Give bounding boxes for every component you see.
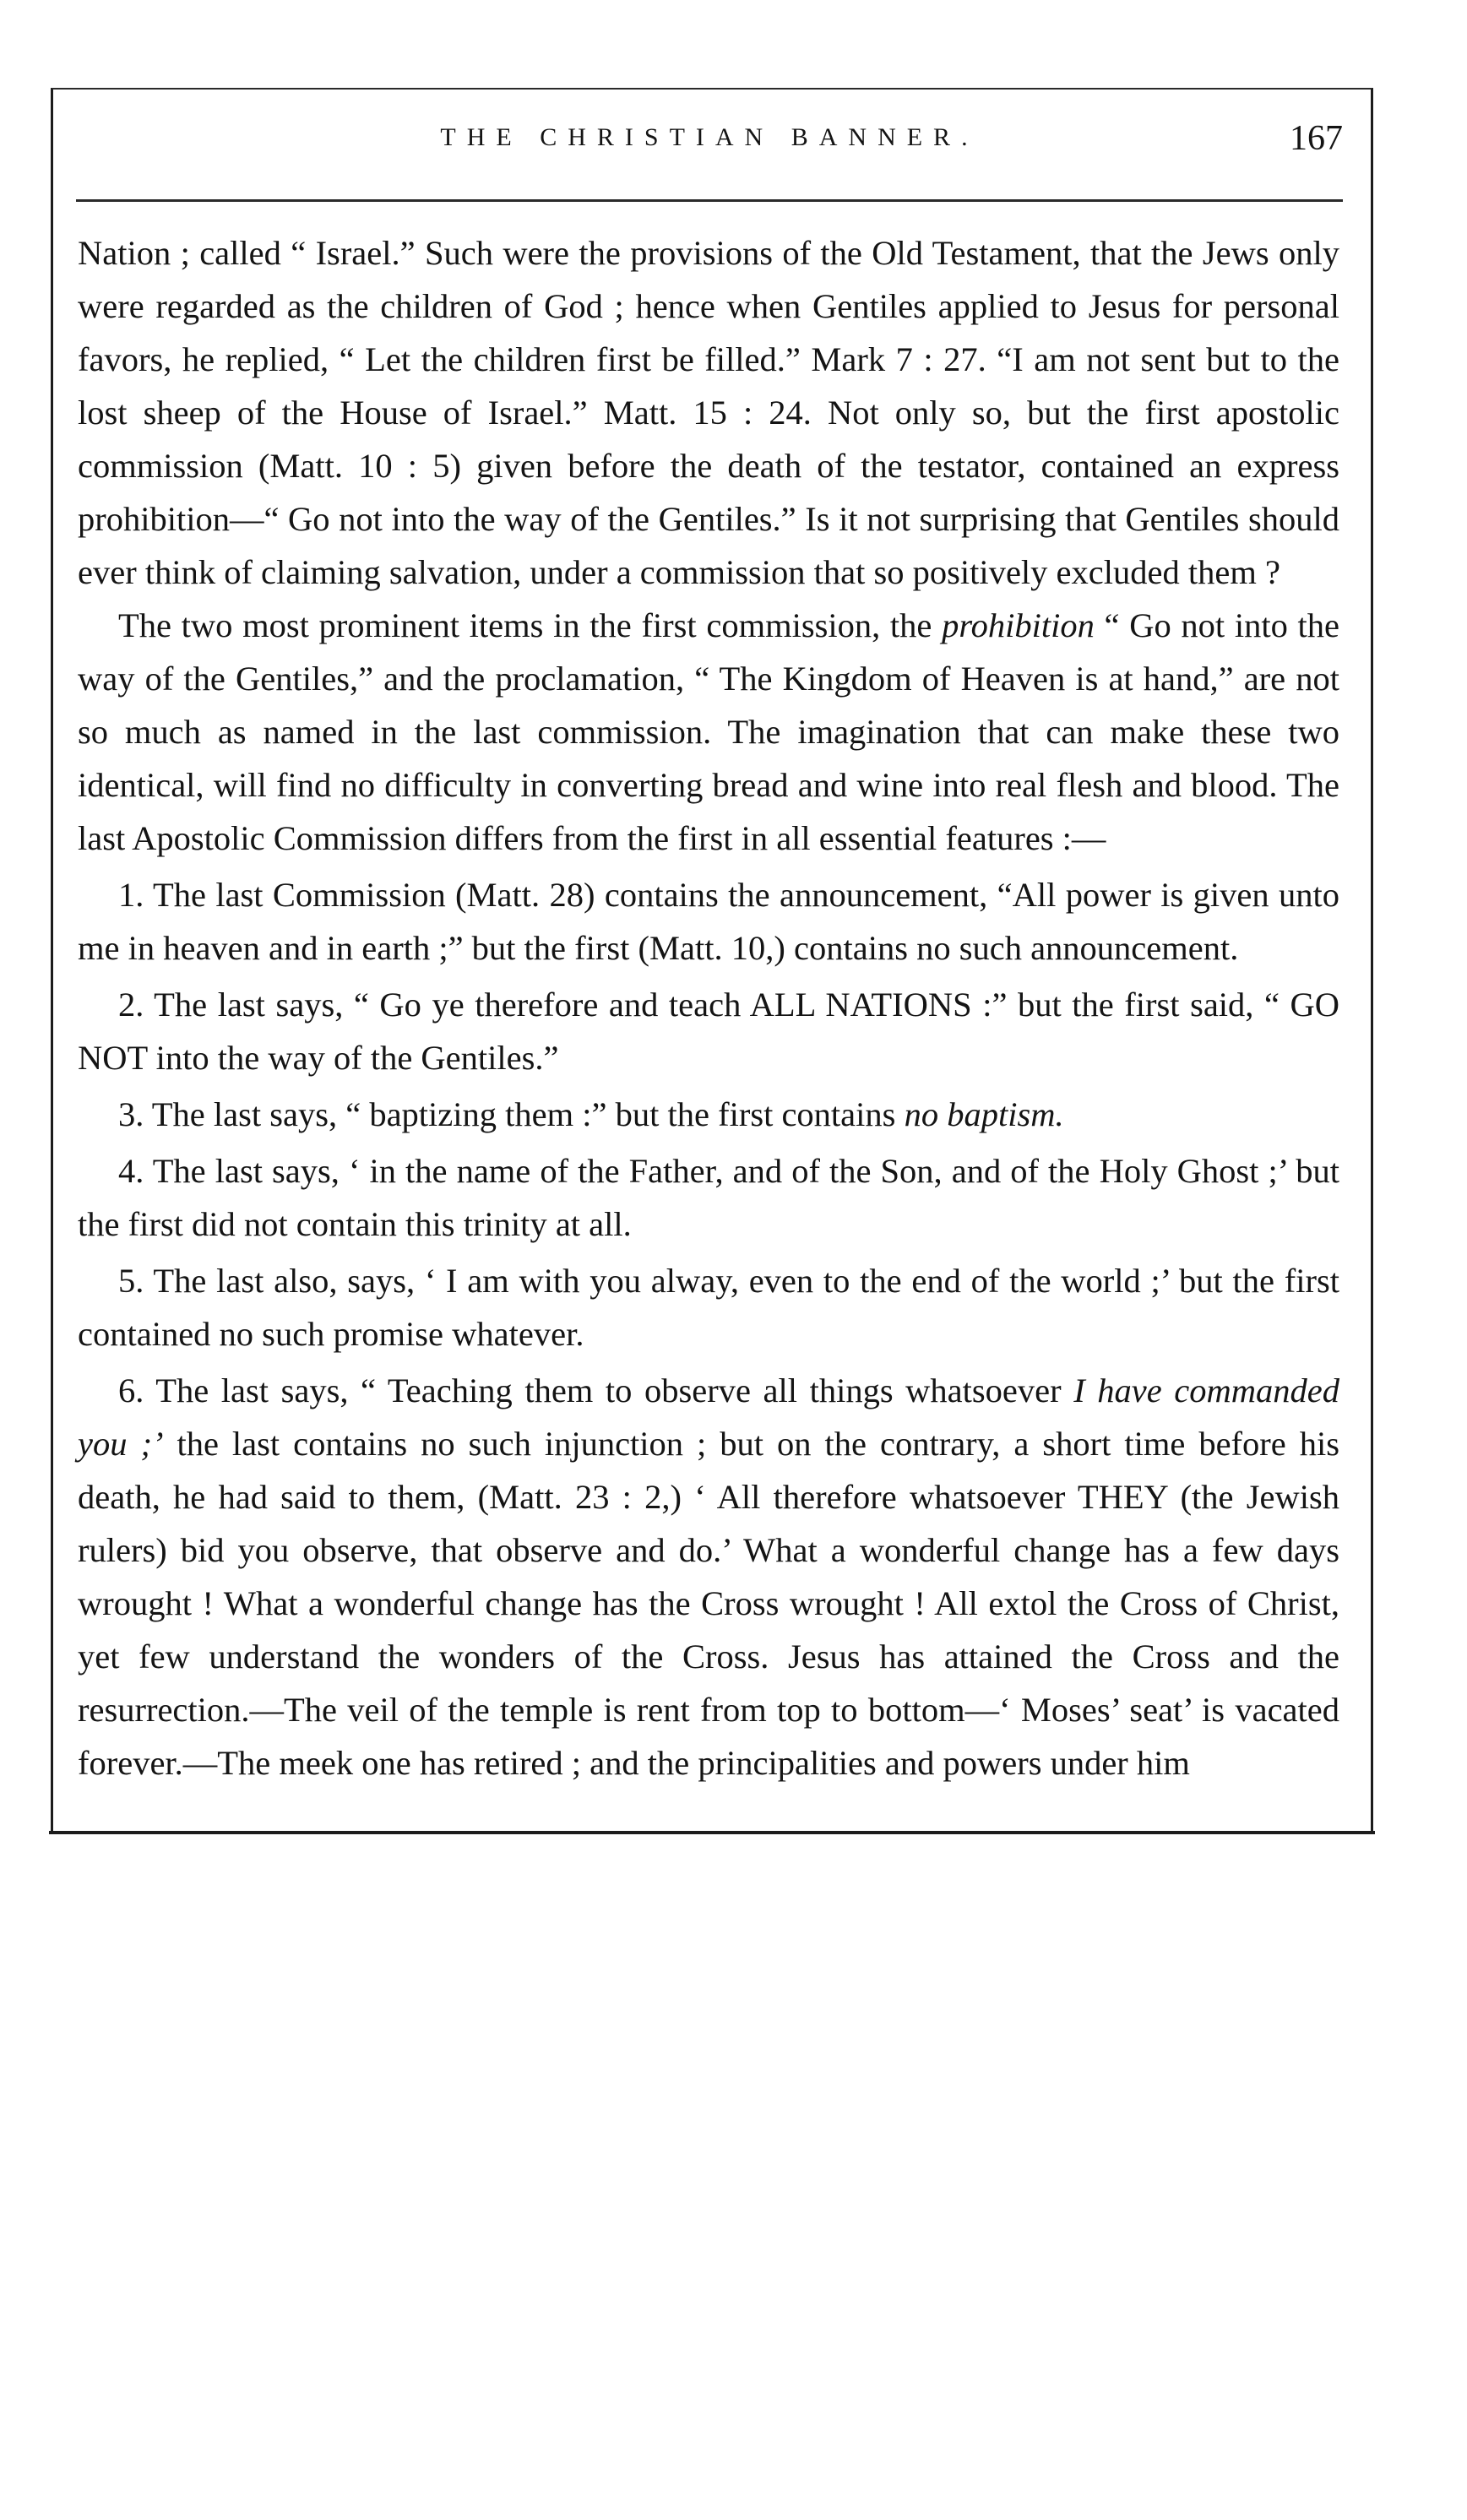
header-rule	[76, 199, 1343, 202]
italic-text: no baptism.	[904, 1095, 1064, 1133]
paragraph-text: “ Go not into the way of the Gentiles,” and the proclamation, “ The Kingdom of Heaven is at hand,” are not so much as named in the last commission. The imagination that can make these two identical, will find no difficulty in converting bread and wine into real flesh and blood. The last Apostolic Commission differs from the first in all essential features :—	[78, 606, 1339, 857]
page-header	[76, 118, 1343, 169]
italic-text: I have commanded you ;’	[78, 1371, 1339, 1463]
list-item-text: 6. The last says, “ Teaching them to observe all things whatsoever	[118, 1371, 1074, 1409]
list-item-text: the last contains no such injunction ; but on the contrary, a short time before his death, he had said to them, (Matt. 23 : 2,) ‘ All therefore whatsoever THEY (the Jewish rulers) bid you observe, that observe and do.’ What a wonderful change has a few days wrought ! What a wonderful change has the Cross wrought ! All extol the Cross of Christ, yet few understand the wonders of the Cross. Jesus has attained the Cross and the resurrection.—The veil of the temple is rent from top to bottom—‘ Moses’ seat’ is vacated forever.—The meek one has retired ; and the principalities and powers under him	[78, 1425, 1340, 1782]
paragraph-commissions	[78, 599, 1339, 865]
list-item-2: 2. The last says, “ Go ye therefore and teach ALL NATIONS :” but the first said, “ GO NOT into the way of the Gentiles.”	[78, 986, 1339, 1077]
italic-text: prohibition	[942, 606, 1095, 644]
paragraph-continuation: Nation ; called “ Israel.” Such were the provisions of the Old Testament, that the Jews only were regarded as the children of God ; hence when Gentiles applied to Jesus for personal favors, he replied, “ Let the children first be filled.” Mark 7 : 27. “I am not sent but to the lost sheep of the House of Israel.” Matt. 15 : 24. Not only so, but the first apostolic commission (Matt. 10 : 5) given before the death of the testator, contained an express prohibition—“ Go not into the way of the Gentiles.” Is it not surprising that Gentiles should ever think of claiming salvation, under a commission that so positively excluded them ?	[78, 234, 1339, 591]
list-item-1: 1. The last Commission (Matt. 28) contains the announcement, “All power is given unto me in heaven and in earth ;” but the first (Matt. 10,) contains no such announcement.	[78, 876, 1339, 967]
list-item-4: 4. The last says, ‘ in the name of the Father, and of the Son, and of the Holy Ghost ;’ but the first did not contain this trinity at all.	[78, 1152, 1339, 1243]
paragraph-text: The two most prominent items in the first commission, the	[118, 606, 943, 644]
bottom-rule	[49, 1831, 1375, 1834]
list-item-5: 5. The last also, says, ‘ I am with you alway, even to the end of the world ;’ but the first contained no such promise whatever.	[78, 1262, 1339, 1353]
list-item-3	[78, 1088, 1339, 1141]
list-item-text: 3. The last says, “ baptizing them :” but the first contains	[118, 1095, 905, 1133]
list-item-6	[78, 1364, 1339, 1790]
body-text	[78, 226, 1339, 1790]
page-number: 167	[1290, 119, 1343, 158]
running-title: THE CHRISTIAN BANNER.	[440, 123, 979, 151]
